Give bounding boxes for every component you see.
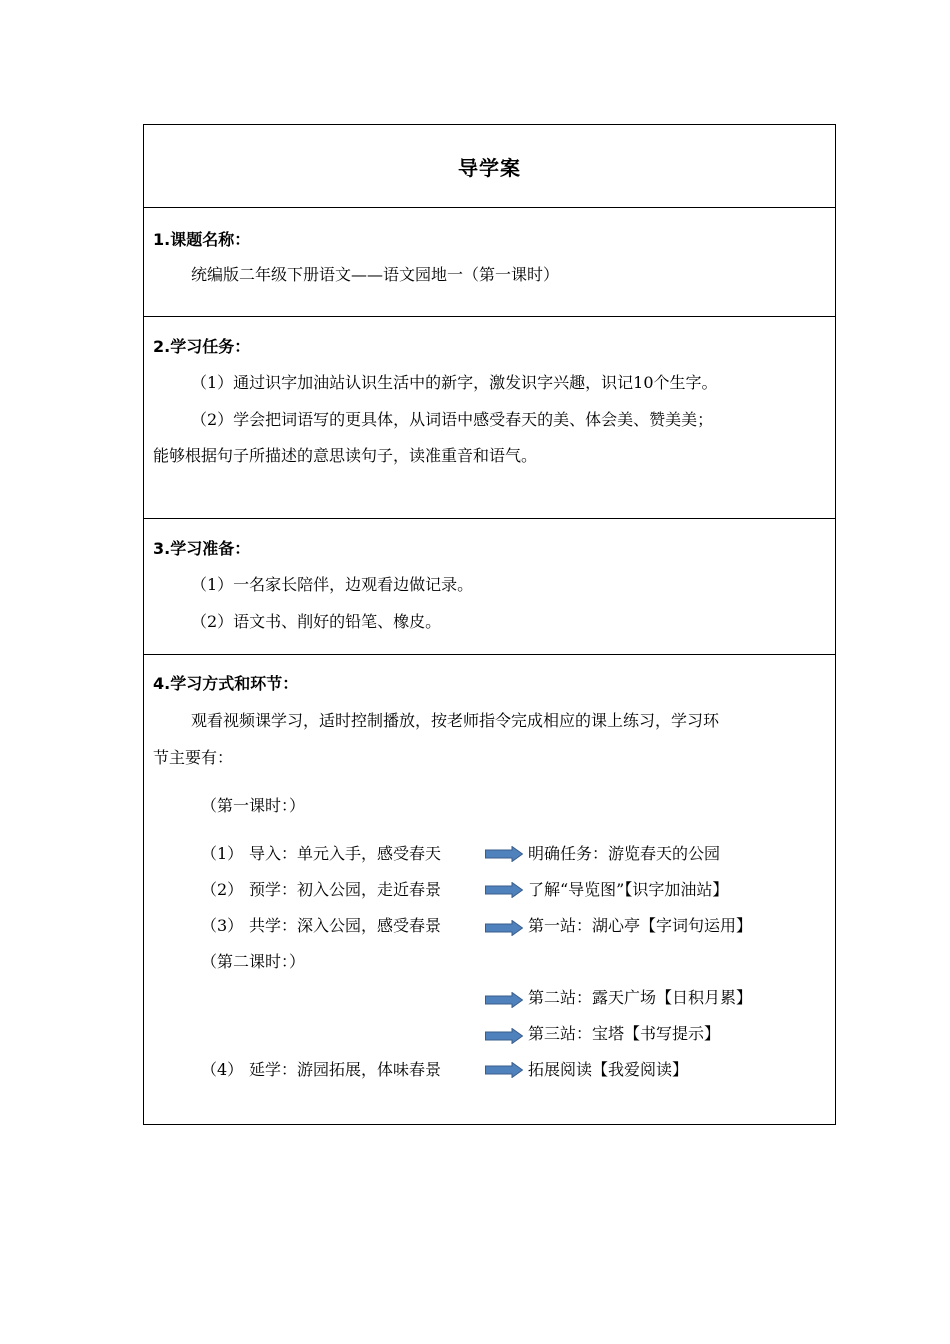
- topic-heading: 1.课题名称：: [153, 230, 251, 249]
- step-left: 延学：游园拓展，体味春景: [249, 1060, 442, 1079]
- step-right: 明确任务：游览春天的公园: [528, 844, 721, 863]
- prep-item-1: （1）一名家长陪伴，边观看边做记录。: [191, 575, 474, 594]
- arrow-right-icon: [485, 1062, 523, 1078]
- task-item-2b: 能够根据句子所描述的意思读句子，读准重音和语气。: [153, 446, 538, 465]
- step-right: 了解“导览图”【识字加油站】: [528, 880, 729, 899]
- arrow-right-icon: [485, 882, 523, 898]
- method-intro-a: 观看视频课学习，适时控制播放，按老师指令完成相应的课上练习，学习环: [191, 711, 720, 730]
- step-number: （3）: [201, 916, 244, 935]
- prep-item-2: （2）语文书、削好的铅笔、橡皮。: [191, 612, 442, 631]
- step-left: 共学：深入公园，感受春景: [249, 916, 442, 935]
- step-left: 导入：单元入手，感受春天: [249, 844, 442, 863]
- arrow-right-icon: [485, 846, 523, 862]
- arrow-right-icon: [485, 920, 523, 936]
- step-left: 预学：初入公园，走近春景: [249, 880, 442, 899]
- section-tasks: [144, 316, 835, 518]
- section-topic: [144, 207, 835, 316]
- task-item-2a: （2）学会把词语写的更具体，从词语中感受春天的美、体会美、赞美美；: [191, 410, 714, 429]
- method-heading: 4.学习方式和环节：: [153, 674, 299, 693]
- tasks-heading: 2.学习任务：: [153, 337, 251, 356]
- step-number: （4）: [201, 1060, 244, 1079]
- method-intro-b: 节主要有：: [153, 748, 234, 767]
- topic-text: 统编版二年级下册语文——语文园地一（第一课时）: [191, 265, 560, 284]
- step-right: 第三站：宝塔【书写提示】: [528, 1024, 721, 1043]
- arrow-right-icon: [485, 1028, 523, 1044]
- step-right: 第二站：露天广场【日积月累】: [528, 988, 753, 1007]
- section-method: [144, 654, 835, 1124]
- task-item-1: （1）通过识字加油站认识生活中的新字，激发识字兴趣，识记10个生字。: [191, 373, 718, 392]
- section-prep: [144, 518, 835, 654]
- lesson2-label: （第二课时：）: [201, 952, 306, 971]
- step-number: （2）: [201, 880, 244, 899]
- lesson1-label: （第一课时：）: [201, 796, 306, 815]
- page-title: 导学案: [458, 155, 521, 180]
- prep-heading: 3.学习准备：: [153, 539, 251, 558]
- step-right: 拓展阅读【我爱阅读】: [528, 1060, 689, 1079]
- arrow-right-icon: [485, 992, 523, 1008]
- step-right: 第一站：湖心亭【字词句运用】: [528, 916, 753, 935]
- guide-table: [143, 124, 836, 1125]
- step-number: （1）: [201, 844, 244, 863]
- title-row: [144, 125, 835, 207]
